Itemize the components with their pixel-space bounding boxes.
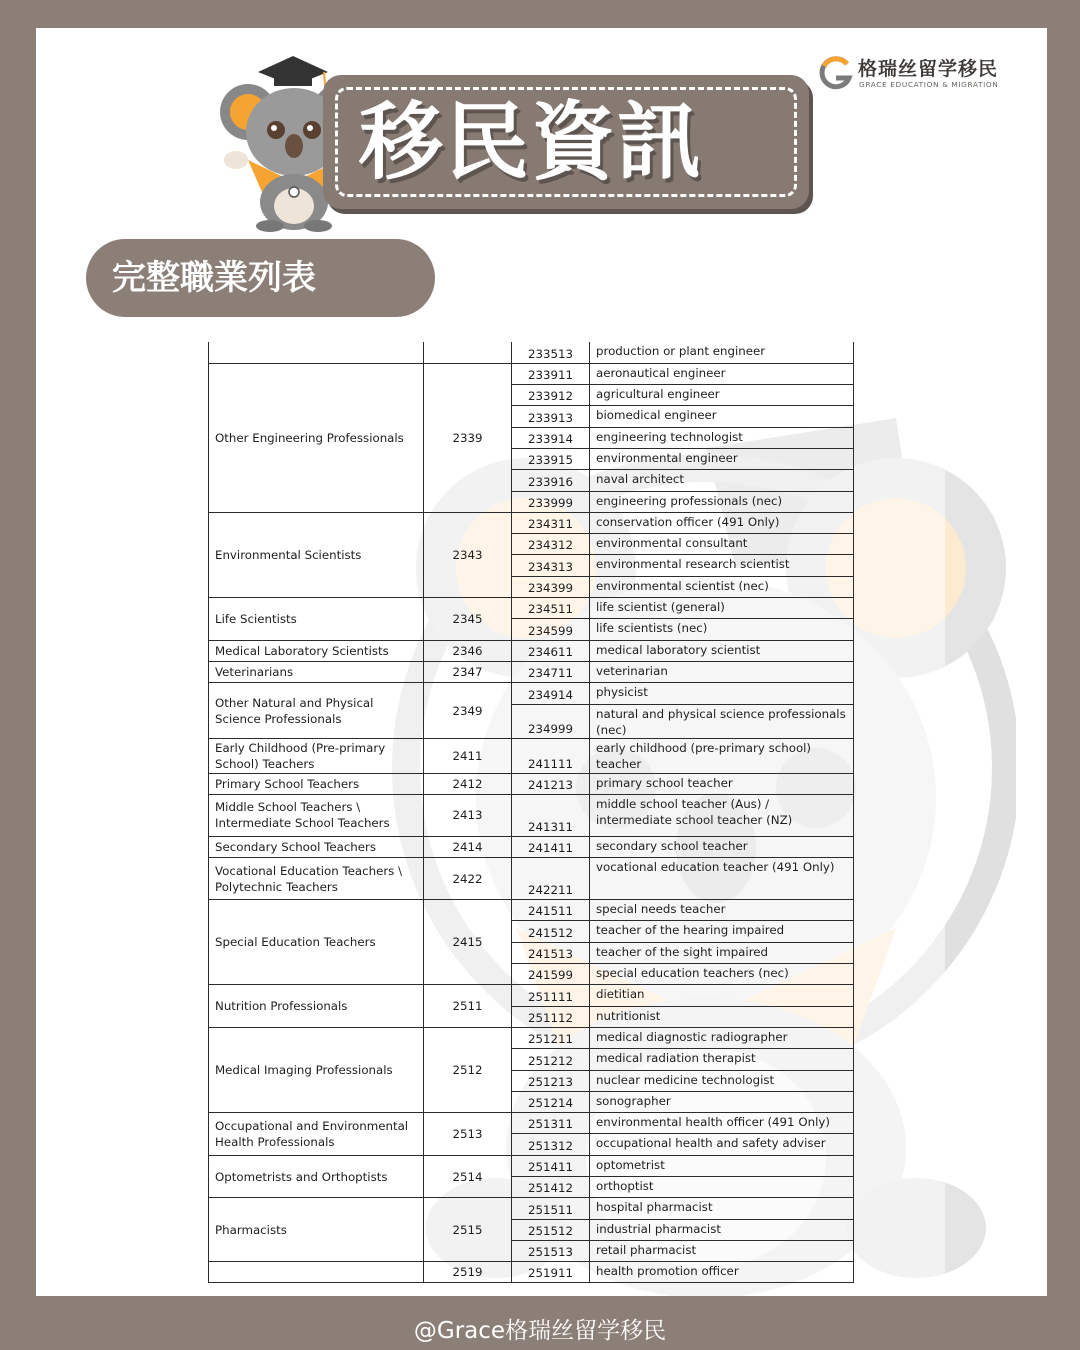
- unit-group-name: Secondary School Teachers: [209, 836, 424, 857]
- table-row: [209, 794, 854, 836]
- anzsco-code: 233912: [512, 385, 590, 406]
- occupation-name: physicist: [590, 683, 854, 704]
- grace-logo-icon: [816, 54, 854, 92]
- anzsco-code: 234914: [512, 683, 590, 704]
- table-row: [209, 1198, 854, 1219]
- occupation-name: vocational education teacher (491 Only): [590, 858, 854, 900]
- occupation-name: environmental consultant: [590, 534, 854, 555]
- anzsco-code: 242211: [512, 858, 590, 900]
- unit-group-code: 2415: [424, 900, 512, 985]
- table-row: [209, 512, 854, 533]
- table-row: [209, 598, 854, 619]
- occupation-name: naval architect: [590, 470, 854, 491]
- unit-group-name: Nutrition Professionals: [209, 985, 424, 1028]
- occupation-name: environmental health officer (491 Only): [590, 1113, 854, 1134]
- unit-group-code: 2515: [424, 1198, 512, 1262]
- occupation-name: occupational health and safety adviser: [590, 1134, 854, 1155]
- table-row: [209, 683, 854, 704]
- anzsco-code: 251112: [512, 1006, 590, 1027]
- occupation-name: hospital pharmacist: [590, 1198, 854, 1219]
- anzsco-code: 251211: [512, 1027, 590, 1048]
- anzsco-code: 241213: [512, 773, 590, 794]
- occupation-name: industrial pharmacist: [590, 1219, 854, 1240]
- occupation-list-scan: [134, 318, 945, 1296]
- anzsco-code: 251214: [512, 1091, 590, 1112]
- unit-group-code: 2511: [424, 985, 512, 1028]
- occupation-table-body: [209, 342, 854, 1283]
- anzsco-code: 251512: [512, 1219, 590, 1240]
- occupation-name: conservation officer (491 Only): [590, 512, 854, 533]
- occupation-name: early childhood (pre-primary school) teacher: [590, 739, 854, 774]
- occupation-name: nutritionist: [590, 1006, 854, 1027]
- brand-name: 格瑞丝留学移民: [858, 58, 999, 80]
- unit-group-name: Environmental Scientists: [209, 512, 424, 597]
- unit-group-code: 2414: [424, 836, 512, 857]
- table-row: [209, 900, 854, 921]
- brand-subtitle: GRACE EDUCATION & MIGRATION: [859, 80, 999, 89]
- unit-group-name: Other Engineering Professionals: [209, 363, 424, 512]
- unit-group-code: 2343: [424, 512, 512, 597]
- unit-group-name: Special Education Teachers: [209, 900, 424, 985]
- unit-group-code: 2422: [424, 858, 512, 900]
- anzsco-code: 241411: [512, 836, 590, 857]
- occupation-name: natural and physical science professionals (nec): [590, 704, 854, 739]
- unit-group-name: Medical Imaging Professionals: [209, 1027, 424, 1112]
- anzsco-code: 251312: [512, 1134, 590, 1155]
- occupation-name: medical radiation therapist: [590, 1049, 854, 1070]
- occupation-name: agricultural engineer: [590, 385, 854, 406]
- unit-group-name: Other Natural and Physical Science Professionals: [209, 683, 424, 739]
- anzsco-code: 233911: [512, 363, 590, 384]
- occupation-name: middle school teacher (Aus) / intermediate school teacher (NZ): [590, 794, 854, 836]
- unit-group-name: Middle School Teachers \ Intermediate School Teachers: [209, 794, 424, 836]
- table-row: [209, 342, 854, 363]
- unit-group-code: 2513: [424, 1113, 512, 1156]
- anzsco-code: 251311: [512, 1113, 590, 1134]
- occupation-name: life scientists (nec): [590, 619, 854, 640]
- table-row: [209, 858, 854, 900]
- content-card: [36, 28, 1047, 1296]
- anzsco-code: 233916: [512, 470, 590, 491]
- anzsco-code: 234312: [512, 534, 590, 555]
- occupation-name: engineering professionals (nec): [590, 491, 854, 512]
- occupation-name: special needs teacher: [590, 900, 854, 921]
- title-banner: [323, 75, 809, 209]
- anzsco-code: 234599: [512, 619, 590, 640]
- unit-group-name: Vocational Education Teachers \ Polytechnic Teachers: [209, 858, 424, 900]
- table-row: [209, 1155, 854, 1176]
- occupation-name: special education teachers (nec): [590, 964, 854, 985]
- anzsco-code: 233999: [512, 491, 590, 512]
- unit-group-name: [209, 1262, 424, 1283]
- anzsco-code: 251111: [512, 985, 590, 1006]
- unit-group-name: Occupational and Environmental Health Professionals: [209, 1113, 424, 1156]
- anzsco-code: 241511: [512, 900, 590, 921]
- anzsco-code: 241512: [512, 921, 590, 942]
- anzsco-code: 234311: [512, 512, 590, 533]
- occupation-name: medical laboratory scientist: [590, 640, 854, 661]
- occupation-name: environmental engineer: [590, 448, 854, 469]
- occupation-name: biomedical engineer: [590, 406, 854, 427]
- anzsco-code: 234399: [512, 576, 590, 597]
- anzsco-code: 241311: [512, 794, 590, 836]
- section-subtitle: 完整職業列表: [112, 258, 316, 298]
- anzsco-code: 234611: [512, 640, 590, 661]
- occupation-name: environmental research scientist: [590, 555, 854, 576]
- occupation-name: nuclear medicine technologist: [590, 1070, 854, 1091]
- table-row: [209, 640, 854, 661]
- anzsco-code: 241111: [512, 739, 590, 774]
- unit-group-code: 2411: [424, 739, 512, 774]
- table-row: [209, 739, 854, 774]
- anzsco-code: 233915: [512, 448, 590, 469]
- unit-group-code: 2512: [424, 1027, 512, 1112]
- anzsco-code: 241513: [512, 942, 590, 963]
- anzsco-code: 251212: [512, 1049, 590, 1070]
- occupation-name: teacher of the hearing impaired: [590, 921, 854, 942]
- page-title: 移民資訊: [359, 93, 704, 191]
- table-row: [209, 661, 854, 682]
- table-row: [209, 1262, 854, 1283]
- anzsco-code: 251213: [512, 1070, 590, 1091]
- table-row: [209, 836, 854, 857]
- occupation-name: optometrist: [590, 1155, 854, 1176]
- occupation-name: life scientist (general): [590, 598, 854, 619]
- unit-group-name: Optometrists and Orthoptists: [209, 1155, 424, 1198]
- occupation-name: veterinarian: [590, 661, 854, 682]
- occupation-name: engineering technologist: [590, 427, 854, 448]
- occupation-name: orthoptist: [590, 1177, 854, 1198]
- anzsco-code: 251511: [512, 1198, 590, 1219]
- occupation-name: primary school teacher: [590, 773, 854, 794]
- anzsco-code: 251412: [512, 1177, 590, 1198]
- unit-group-name: Primary School Teachers: [209, 773, 424, 794]
- occupation-name: health promotion officer: [590, 1262, 854, 1283]
- anzsco-code: 234511: [512, 598, 590, 619]
- anzsco-code: 241599: [512, 964, 590, 985]
- anzsco-code: 251411: [512, 1155, 590, 1176]
- anzsco-code: 234313: [512, 555, 590, 576]
- anzsco-code: 251513: [512, 1240, 590, 1261]
- unit-group-code: 2349: [424, 683, 512, 739]
- table-row: [209, 773, 854, 794]
- brand-lockup: [816, 54, 1038, 92]
- unit-group-code: 2413: [424, 794, 512, 836]
- unit-group-name: Early Childhood (Pre-primary School) Teachers: [209, 739, 424, 774]
- occupation-name: sonographer: [590, 1091, 854, 1112]
- unit-group-name: Pharmacists: [209, 1198, 424, 1262]
- occupation-name: retail pharmacist: [590, 1240, 854, 1261]
- occupation-name: secondary school teacher: [590, 836, 854, 857]
- anzsco-code: 234711: [512, 661, 590, 682]
- unit-group-name: [209, 342, 424, 363]
- table-row: [209, 1113, 854, 1134]
- unit-group-code: 2346: [424, 640, 512, 661]
- subtitle-pill: [86, 239, 435, 317]
- occupation-name: production or plant engineer: [590, 342, 854, 363]
- table-row: [209, 985, 854, 1006]
- occupation-name: aeronautical engineer: [590, 363, 854, 384]
- unit-group-code: 2514: [424, 1155, 512, 1198]
- unit-group-code: 2347: [424, 661, 512, 682]
- occupation-table: [208, 342, 854, 1283]
- occupation-name: environmental scientist (nec): [590, 576, 854, 597]
- unit-group-code: 2339: [424, 363, 512, 512]
- occupation-name: teacher of the sight impaired: [590, 942, 854, 963]
- unit-group-name: Life Scientists: [209, 598, 424, 641]
- unit-group-name: Medical Laboratory Scientists: [209, 640, 424, 661]
- anzsco-code: 233913: [512, 406, 590, 427]
- unit-group-code: 2345: [424, 598, 512, 641]
- unit-group-name: Veterinarians: [209, 661, 424, 682]
- table-row: [209, 1027, 854, 1048]
- anzsco-code: 233914: [512, 427, 590, 448]
- table-row: [209, 363, 854, 384]
- occupation-name: medical diagnostic radiographer: [590, 1027, 854, 1048]
- unit-group-code: 2412: [424, 773, 512, 794]
- anzsco-code: 234999: [512, 704, 590, 739]
- unit-group-code: 2519: [424, 1262, 512, 1283]
- unit-group-code: [424, 342, 512, 363]
- footer-handle: @Grace格瑞丝留学移民: [413, 1318, 667, 1344]
- occupation-name: dietitian: [590, 985, 854, 1006]
- anzsco-code: 251911: [512, 1262, 590, 1283]
- anzsco-code: 233513: [512, 342, 590, 363]
